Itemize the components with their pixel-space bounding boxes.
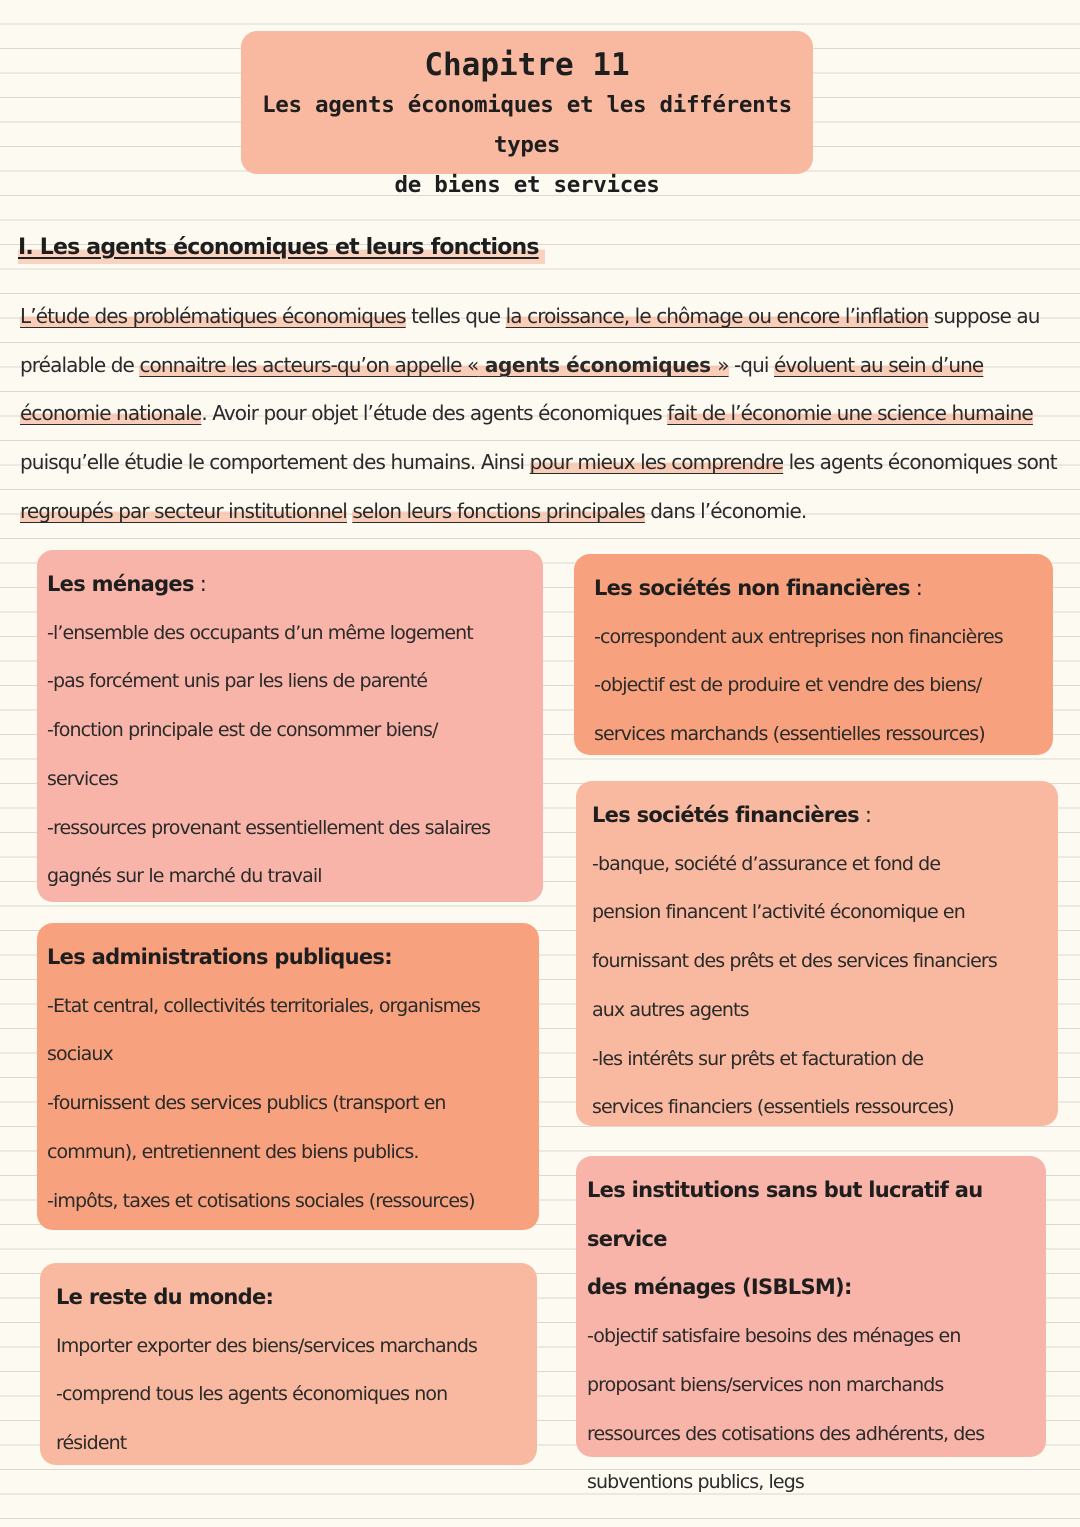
card-line: -ressources provenant essentiellement des salaires (47, 816, 491, 839)
intro-text: -qui (728, 352, 774, 377)
card-line: -fournissent des services publics (transport en (47, 1092, 446, 1115)
card-line: subventions publics, legs (587, 1471, 804, 1494)
intro-text: puisqu’elle étudie le comportement des humains. Ainsi (20, 450, 530, 475)
card-line: fournissant des prêts et des services financiers (592, 950, 997, 973)
card-societes-financieres (576, 781, 1058, 1126)
chapter-title-box (241, 31, 813, 198)
intro-highlight: économie nationale (20, 401, 202, 426)
intro-highlight: pour mieux les comprendre (529, 450, 784, 475)
card-title-text: Les sociétés non financières (594, 576, 910, 600)
card-title-suffix: : (858, 803, 872, 827)
intro-highlight: connaitre les acteurs-qu’on appelle « (139, 352, 479, 377)
intro-text: suppose au (928, 304, 1040, 328)
intro-highlight: L’étude des problématiques économiques (20, 304, 406, 328)
card-title (592, 791, 1048, 840)
card-title-suffix: : (193, 572, 207, 596)
chapter-title: Chapitre 11 (424, 47, 630, 83)
card-title: des ménages (ISBLSM): (587, 1275, 852, 1300)
card-line: -banque, société d’assurance et fond de (592, 852, 941, 875)
card-line: -les intérêts sur prêts et facturation de (592, 1047, 924, 1070)
intro-highlight: regroupés par secteur institutionnel (20, 498, 347, 523)
intro-keyword: agents économiques (478, 352, 718, 377)
card-line: sociaux (47, 1043, 113, 1066)
card-title-suffix: : (909, 576, 923, 600)
card-title-text: Les ménages (47, 572, 194, 596)
card-line: -impôts, taxes et cotisations sociales (ressources) (47, 1189, 475, 1212)
card-line: Importer exporter des biens/services marchands (56, 1334, 478, 1357)
card-line: -comprend tous les agents économiques non (56, 1383, 448, 1406)
intro-highlight: » (717, 352, 729, 377)
card-line: gagnés sur le marché du travail (47, 865, 322, 888)
card-line: pension financent l’activité économique en (592, 901, 965, 924)
intro-highlight: selon leurs fonctions principales (352, 498, 645, 523)
card-line: -objectif satisfaire besoins des ménages en (587, 1325, 961, 1348)
intro-highlight: la croissance, le chômage ou encore l’inflation (505, 304, 929, 328)
section-heading: I. Les agents économiques et leurs fonctions (18, 232, 545, 264)
card-line: services marchands (essentielles ressources) (594, 723, 985, 746)
chapter-subtitle-line-2: de biens et services (394, 172, 660, 198)
card-line: -objectif est de produire et vendre des biens/ (594, 674, 982, 697)
intro-highlight: fait de l’économie une science humaine (667, 401, 1033, 426)
card-societes-non-financieres (574, 554, 1053, 755)
chapter-subtitle-line-1: Les agents économiques et les différents types (262, 92, 792, 158)
card-menages (37, 550, 543, 902)
intro-paragraph (20, 292, 1065, 536)
card-title (594, 564, 1043, 613)
card-title-text: Les sociétés financières (592, 803, 859, 827)
card-line: -Etat central, collectivités territoriales, organismes (47, 994, 480, 1017)
card-title: Le reste du monde: (56, 1285, 274, 1309)
card-line: résident (56, 1432, 127, 1455)
card-line: -l’ensemble des occupants d’un même logement (47, 621, 473, 644)
card-line: -correspondent aux entreprises non financières (594, 625, 1003, 648)
card-line: services (47, 767, 118, 790)
card-line: ressources des cotisations des adhérents, des (587, 1422, 985, 1445)
card-isblsm (576, 1156, 1046, 1494)
card-reste-du-monde (40, 1263, 537, 1465)
card-title: Les institutions sans but lucratif au service (587, 1178, 983, 1251)
card-line: -fonction principale est de consommer biens/ (47, 719, 438, 742)
intro-text: préalable de (20, 352, 140, 377)
card-line: proposant biens/services non marchands (587, 1373, 944, 1396)
intro-text: les agents économiques sont (783, 450, 1057, 475)
card-administrations-publiques (37, 923, 539, 1230)
intro-text: . Avoir pour objet l’étude des agents économiques (201, 401, 668, 426)
card-title (47, 560, 533, 609)
intro-text: dans l’économie. (644, 498, 807, 523)
intro-highlight: évoluent au sein d’une (774, 352, 984, 377)
intro-text: telles que (405, 304, 506, 328)
card-title: Les administrations publiques: (47, 945, 392, 969)
card-line: aux autres agents (592, 998, 749, 1021)
card-line: -pas forcément unis par les liens de parenté (47, 670, 428, 693)
card-line: services financiers (essentiels ressources) (592, 1096, 954, 1119)
card-line: commun), entretiennent des biens publics. (47, 1140, 419, 1163)
